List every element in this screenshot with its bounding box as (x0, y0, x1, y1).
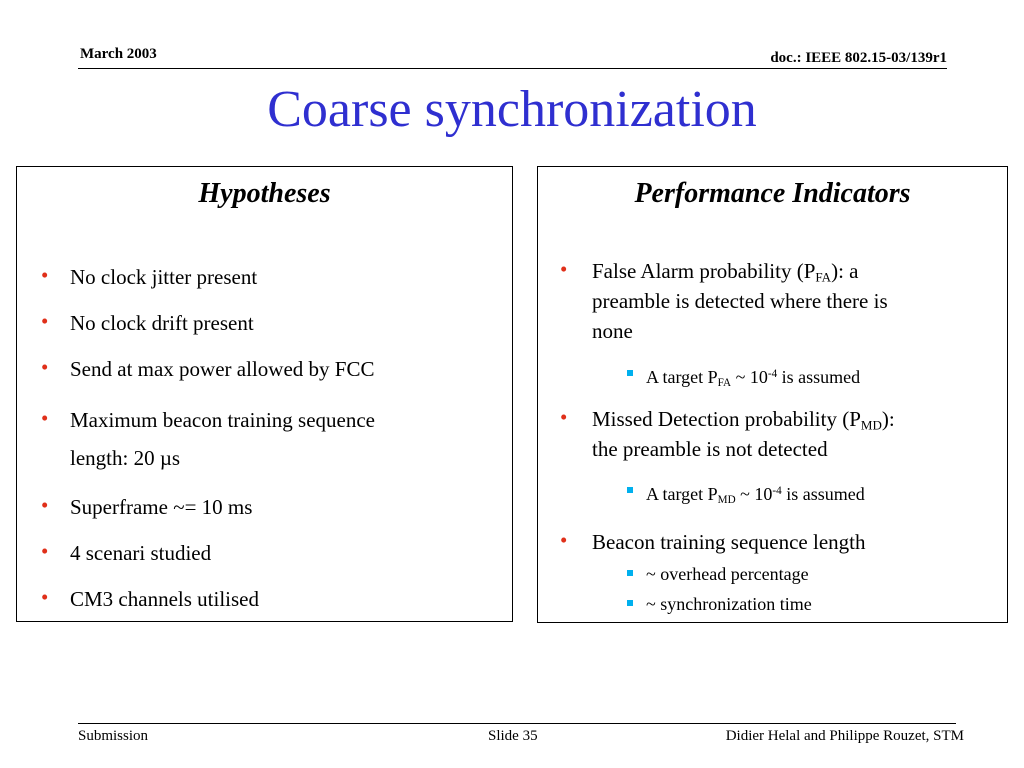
bullet-icon: • (560, 528, 568, 552)
hypothesis-item: Superframe ~= 10 ms (70, 495, 253, 519)
missed-detection-line2: the preamble is not detected (592, 437, 828, 461)
hypothesis-item: Send at max power allowed by FCC (70, 357, 375, 381)
hypothesis-item: No clock drift present (70, 311, 254, 335)
performance-indicators-box (537, 166, 1008, 623)
footer-submission: Submission (78, 728, 149, 744)
false-alarm-line3: none (592, 319, 633, 343)
sub-bullet-square-icon (627, 600, 633, 606)
hypothesis-item: CM3 channels utilised (70, 587, 259, 611)
false-alarm-line2: preamble is detected where there is (592, 289, 888, 313)
false-alarm-item: False Alarm probability (PFA): a (592, 259, 859, 285)
false-alarm-target: A target PFA ~ $10^{-4}$ is assumed (646, 367, 861, 389)
sub-bullet-square-icon (627, 370, 633, 376)
bullet-icon: • (41, 406, 49, 430)
header-doc-id: doc.: IEEE 802.15-03/139r1 (770, 50, 947, 66)
bullet-icon: • (560, 405, 568, 429)
beacon-sub-item: ~ synchronization time (646, 594, 812, 614)
hypotheses-box (16, 166, 513, 622)
bullet-icon: • (41, 309, 49, 333)
header-date: March 2003 (80, 46, 157, 62)
performance-heading: Performance Indicators (634, 178, 911, 209)
bullet-icon: • (41, 493, 49, 517)
bullet-icon: • (41, 585, 49, 609)
hypothesis-item: Maximum beacon training sequence (70, 408, 375, 432)
footer-slide-number: Slide 35 (488, 728, 538, 744)
beacon-length-item: Beacon training sequence length (592, 530, 866, 554)
sub-bullet-square-icon (627, 487, 633, 493)
bullet-icon: • (41, 263, 49, 287)
hypotheses-heading: Hypotheses (198, 178, 331, 209)
footer-authors: Didier Helal and Philippe Rouzet, STM (725, 728, 964, 744)
slide-title: Coarse synchronization (267, 81, 757, 138)
hypothesis-item: No clock jitter present (70, 265, 258, 289)
beacon-sub-item: ~ overhead percentage (646, 564, 809, 584)
footer-divider (78, 723, 956, 724)
hypothesis-item-continued: length: 20 µs (70, 446, 181, 470)
missed-detection-item: Missed Detection probability (PMD): (592, 407, 895, 433)
bullet-icon: • (560, 257, 568, 281)
hypothesis-item: 4 scenari studied (70, 541, 212, 565)
bullet-icon: • (41, 539, 49, 563)
missed-detection-target: A target PMD ~ $10^{-4}$ is assumed (646, 484, 865, 506)
sub-bullet-square-icon (627, 570, 633, 576)
bullet-icon: • (41, 355, 49, 379)
header-divider (78, 68, 947, 69)
